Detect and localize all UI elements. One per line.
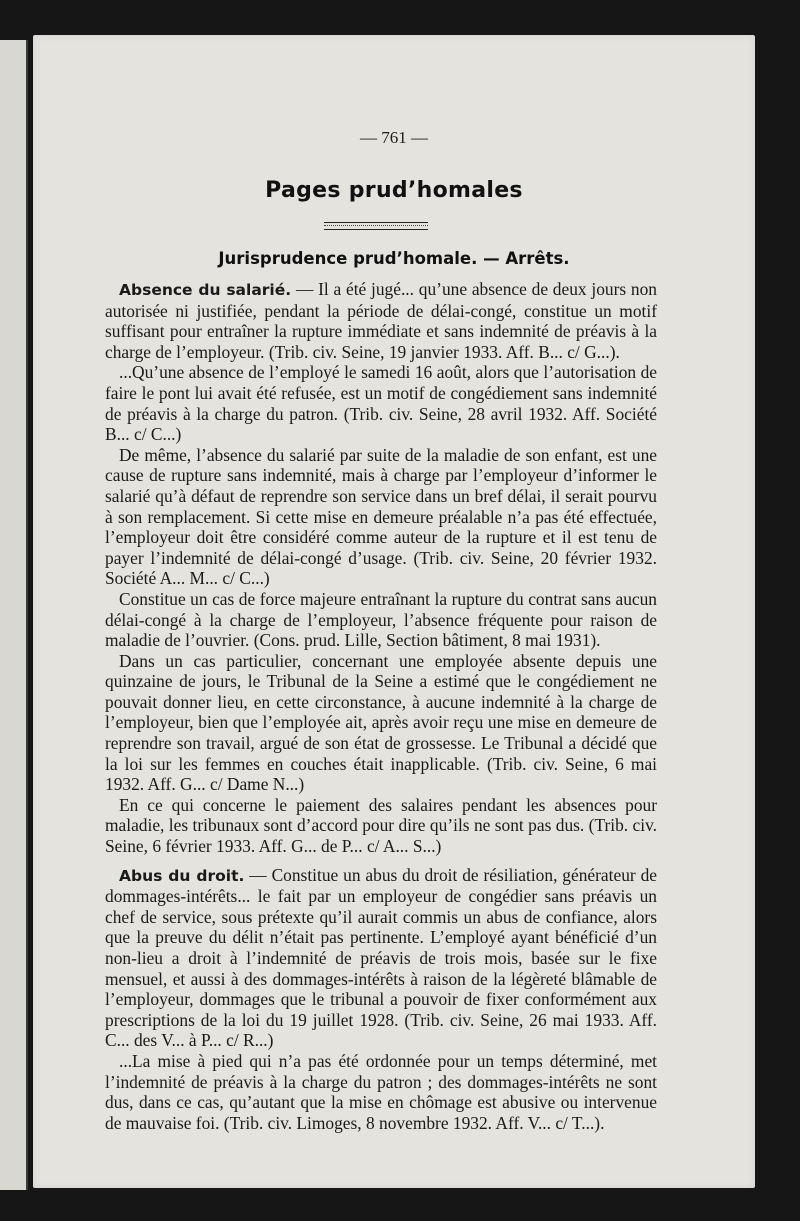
page-title: Pages prud’homales: [265, 178, 523, 203]
paragraph-absence-intro: [105, 279, 657, 362]
paragraph-text: — Il a été jugé... qu’une absence de deux jours non autorisée ni justifiée, pendant la période de délai-congé, constitue un motif suffisant pour entraîner la rupture immédiate et sans indemnité de préavis à la charge de l’employeur. (Trib. civ. Seine, 19 janvier 1933. Aff. B... c/ G...).: [105, 279, 658, 362]
paragraph-abus-intro: [105, 865, 657, 1051]
title-decorative-rule: [324, 222, 428, 230]
paragraph: De même, l’absence du salarié par suite de la maladie de son enfant, est une cause de rupture sans indemnité, mais à charge par l’employeur d’informer le salarié qu’à défaut de reprendre son service dans un bref délai, il serait pourvu à son remplacement. Si cette mise en demeure préalable n’a pas été effectuée, l’employeur doit être considéré comme auteur de la rupture et il est tenu de payer l’indemnité de délai-congé d’usage. (Trib. civ. Seine, 20 février 1932. Société A... M... c/ C...): [105, 444, 657, 589]
section-lead-abus: Abus du droit.: [119, 866, 245, 885]
paragraph: Constitue un cas de force majeure entraînant la rupture du contrat sans aucun délai-congé à la charge de l’employeur, l’absence fréquente pour raison de maladie de l’ouvrier. (Cons. prud. Lille, Section bâtiment, 8 mai 1931).: [105, 588, 657, 651]
paragraph: ...Qu’une absence de l’employé le samedi 16 août, alors que l’autorisation de faire le pont lui avait été refusée, est un motif de congédiement sans indemnité de préavis à la charge du patron. (Trib. civ. Seine, 28 avril 1932. Aff. Société B... c/ C...): [105, 362, 657, 445]
body-text: [105, 279, 657, 1133]
paragraph-text: — Constitue un abus du droit de résiliation, générateur de dommages-intérêts... le fait par un employeur de congédier sans préavis un chef de service, sous prétexte qu’il aurait commis un abus de confiance, alors que la preuve du délit n’était pas pertinente. L’employé ayant bénéficié d’un non-lieu a droit à l’indemnité de préavis de trois mois, basée sur le fixe mensuel, et aussi à des dommages-intérêts à raison de la légèreté blâmable de l’employeur, dommages que le tribunal a pouvoir de fixer conformément aux prescriptions de la loi du 19 juillet 1928. (Trib. civ. Seine, 26 mai 1933. Aff. C... des V... à P... c/ R...): [105, 864, 657, 1051]
section-heading: Jurisprudence prud’homale. — Arrêts.: [218, 249, 570, 268]
facing-page-edge: [0, 40, 28, 1190]
section-lead-absence: Absence du salarié.: [119, 281, 292, 299]
page-number: — 761 —: [360, 128, 428, 147]
document-page: [33, 35, 755, 1188]
paragraph: ...La mise à pied qui n’a pas été ordonnée pour un temps déterminé, met l’indemnité de préavis à la charge du patron ; des dommages-intérêts ne sont dus, dans ce cas, qu’autant que la mise en chômage est abusive ou intervenue de mauvaise foi. (Trib. civ. Limoges, 8 novembre 1932. Aff. V... c/ T...).: [105, 1050, 657, 1133]
paragraph: En ce qui concerne le paiement des salaires pendant les absences pour maladie, les tribunaux sont d’accord pour dire qu’ils ne sont pas dus. (Trib. civ. Seine, 6 février 1933. Aff. G... de P... c/ A... S...): [105, 794, 657, 857]
paragraph: Dans un cas particulier, concernant une employée absente depuis une quinzaine de jours, le Tribunal de la Seine a estimé que le congédiement ne pouvait donner lieu, en cette circonstance, à aucune indemnité à la charge de l’employeur, bien que l’employée ait, après avoir reçu une mise en demeure de reprendre son travail, argué de son état de grossesse. Le Tribunal a décidé que la loi sur les femmes en couches était inapplicable. (Trib. civ. Seine, 6 mai 1932. Aff. G... c/ Dame N...): [105, 650, 657, 795]
